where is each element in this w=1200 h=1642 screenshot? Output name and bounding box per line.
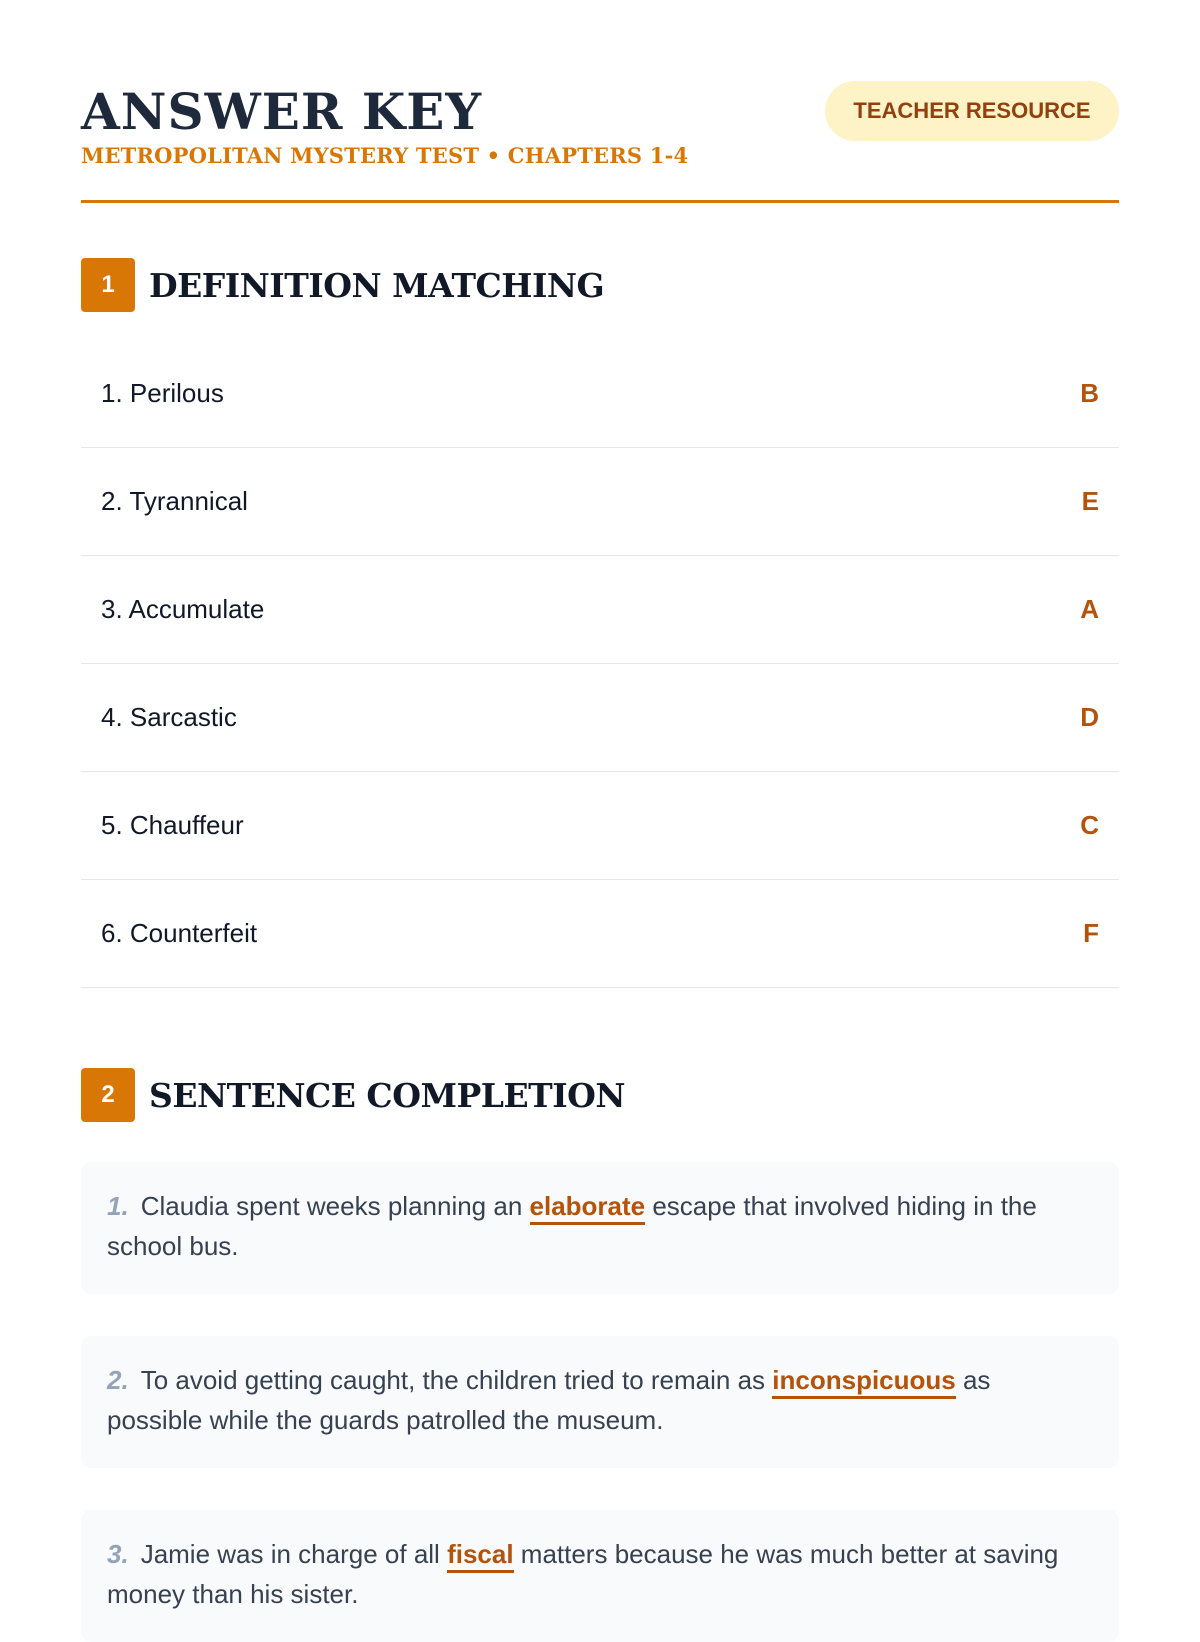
vocab-term: 3. Accumulate — [101, 594, 265, 624]
answer-letter: B — [1080, 378, 1099, 408]
sentence-number: 1. — [107, 1191, 129, 1221]
list-item — [81, 664, 1119, 772]
section-number: 1 — [81, 258, 135, 312]
filled-answer: elaborate — [530, 1191, 646, 1225]
vocab-term: 6. Counterfeit — [101, 918, 258, 948]
sentence-completion-list — [81, 1162, 1119, 1642]
filled-answer: inconspicuous — [772, 1365, 955, 1399]
answer-letter: C — [1080, 810, 1099, 840]
answer-letter: E — [1081, 486, 1099, 516]
section-sentence-completion-header — [81, 1068, 1119, 1122]
sentence-text-after: matters because he was much better at saving money than his sister. — [107, 1539, 1059, 1609]
list-item — [81, 448, 1119, 556]
vocab-term: 5. Chauffeur — [101, 810, 244, 840]
list-item — [81, 340, 1119, 448]
teacher-resource-badge: TEACHER RESOURCE — [825, 81, 1119, 141]
vocab-term: 2. Tyrannical — [101, 486, 248, 516]
vocab-term: 4. Sarcastic — [101, 702, 237, 732]
page-header — [81, 0, 1119, 203]
filled-answer: fiscal — [447, 1539, 514, 1573]
sentence-text-before: Jamie was in charge of all — [140, 1539, 448, 1569]
section-title: SENTENCE COMPLETION — [149, 1075, 626, 1115]
list-item — [81, 556, 1119, 664]
sentence-text-before: To avoid getting caught, the children tried to remain as — [140, 1365, 773, 1395]
sentence-text-after: escape that involved hiding in the school bus. — [107, 1191, 1037, 1261]
sentence-card — [81, 1510, 1119, 1642]
list-item — [81, 772, 1119, 880]
sentence-card — [81, 1162, 1119, 1294]
answer-letter: A — [1080, 594, 1099, 624]
definition-matching-list — [81, 340, 1119, 988]
page-subtitle: METROPOLITAN MYSTERY TEST • CHAPTERS 1-4 — [81, 143, 689, 168]
list-item — [81, 880, 1119, 988]
sentence-card — [81, 1336, 1119, 1468]
sentence-number: 3. — [107, 1539, 129, 1569]
page-title: ANSWER KEY — [81, 82, 483, 141]
vocab-term: 1. Perilous — [101, 378, 224, 408]
sentence-text-after: as possible while the guards patrolled the museum. — [107, 1365, 991, 1435]
section-title: DEFINITION MATCHING — [149, 265, 605, 305]
answer-letter: D — [1080, 702, 1099, 732]
sentence-text-before: Claudia spent weeks planning an — [140, 1191, 530, 1221]
section-number: 2 — [81, 1068, 135, 1122]
answer-letter: F — [1083, 918, 1099, 948]
section-definition-matching-header — [81, 258, 1119, 312]
sentence-number: 2. — [107, 1365, 129, 1395]
